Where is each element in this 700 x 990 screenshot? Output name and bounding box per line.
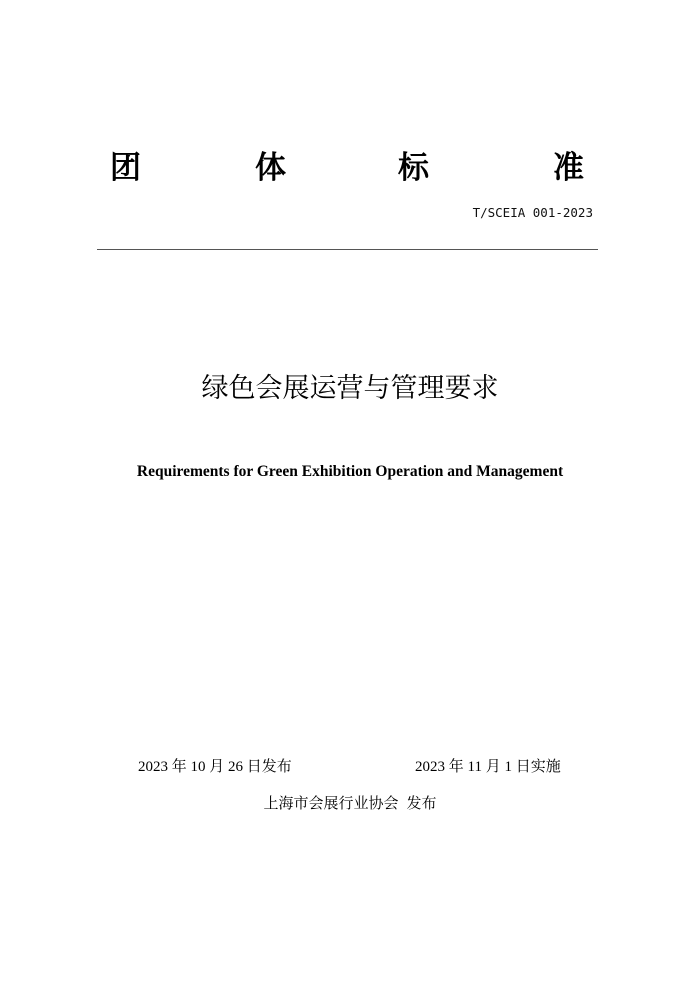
standard-type-char: 体 (255, 150, 286, 186)
standard-type-char: 准 (553, 150, 584, 186)
implementation-date: 2023 年 11 月 1 日实施 (415, 759, 561, 775)
standard-type-heading (108, 150, 596, 190)
standard-type-char: 标 (398, 150, 429, 186)
standard-number: T/SCEIA 001-2023 (472, 205, 593, 220)
publisher-name: 上海市会展行业协会 (263, 794, 399, 812)
document-title-english: Requirements for Green Exhibition Operation and Management (136, 463, 564, 480)
standard-type-char: 团 (110, 150, 141, 186)
issue-date: 2023 年 10 月 26 日发布 (138, 759, 292, 775)
publisher-line (0, 793, 700, 813)
publisher-action: 发布 (406, 794, 437, 812)
document-title-chinese: 绿色会展运营与管理要求 (201, 373, 499, 404)
header-divider (97, 249, 598, 250)
